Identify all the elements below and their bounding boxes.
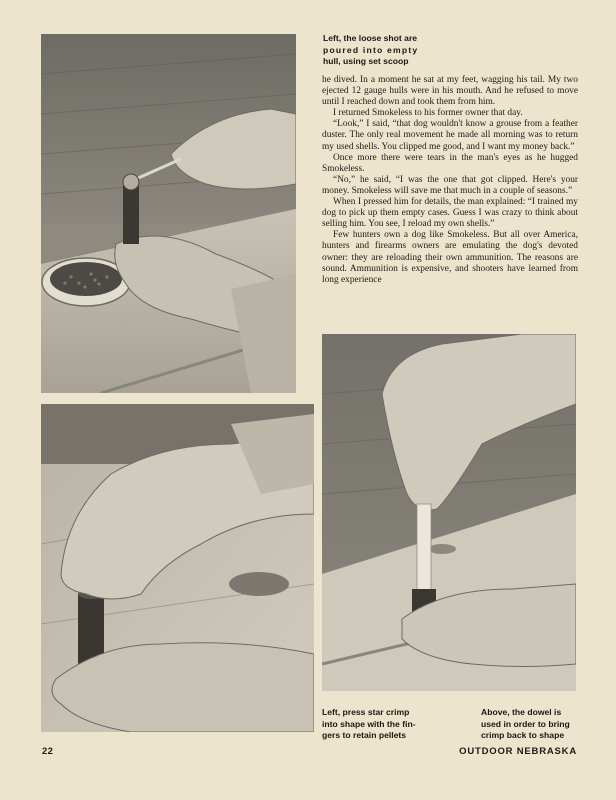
article-paragraph: Few hunters own a dog like Smokeless. But all over America, hunters and firearms owners are emulating the dog's devoted owner: they are reloading their own ammunition. The reasons are sound. Ammunition is expensive, and shooters have learned from long experience bbox=[322, 230, 578, 285]
photo-pouring-shot bbox=[41, 34, 296, 393]
caption-line: hull, using set scoop bbox=[323, 56, 409, 66]
article-body bbox=[322, 75, 578, 286]
caption-line: used in order to bring bbox=[481, 718, 570, 729]
article-paragraph: “No,” he said, “I was the one that got clipped. Here's your money. Smokeless will save me that much in a couple of seasons.” bbox=[322, 174, 578, 196]
magazine-name: OUTDOOR NEBRASKA bbox=[459, 746, 577, 757]
caption-dowel-crimp bbox=[481, 707, 577, 742]
page-number: 22 bbox=[42, 746, 54, 757]
caption-line: Left, the loose shot are bbox=[323, 33, 418, 43]
photo-dowel-crimp bbox=[322, 334, 576, 691]
caption-line: poured into empty bbox=[323, 44, 419, 55]
article-paragraph: “Look,” I said, “that dog wouldn't know a grouse from a feather duster. The only real movement he made all morning was to return my used shells. You clipped me good, and I want my money back.” bbox=[322, 119, 578, 152]
caption-line: Left, press star crimp bbox=[322, 707, 410, 717]
caption-pressing-crimp bbox=[322, 707, 452, 742]
caption-line: crimp back to shape bbox=[481, 730, 565, 740]
caption-line: gers to retain pellets bbox=[322, 730, 407, 740]
caption-pouring-shot bbox=[323, 33, 443, 68]
article-paragraph: I returned Smokeless to his former owner that day. bbox=[333, 108, 523, 119]
article-paragraph: he dived. In a moment he sat at my feet, wagging his tail. My two ejected 12 gauge hulls were in his mouth. And he refused to move until I reached down and took them from him. bbox=[322, 75, 578, 108]
article-paragraph: When I pressed him for details, the man explained: “I trained my dog to pick up them empty cases. Guess I was crazy to think about selling him. You see, I reload my own shells.” bbox=[322, 197, 578, 230]
article-paragraph: Once more there were tears in the man's eyes as he hugged Smokeless. bbox=[322, 152, 578, 174]
caption-line: into shape with the fin- bbox=[322, 718, 416, 729]
photo-pressing-crimp bbox=[41, 404, 314, 732]
caption-line: Above, the dowel is bbox=[481, 707, 562, 717]
